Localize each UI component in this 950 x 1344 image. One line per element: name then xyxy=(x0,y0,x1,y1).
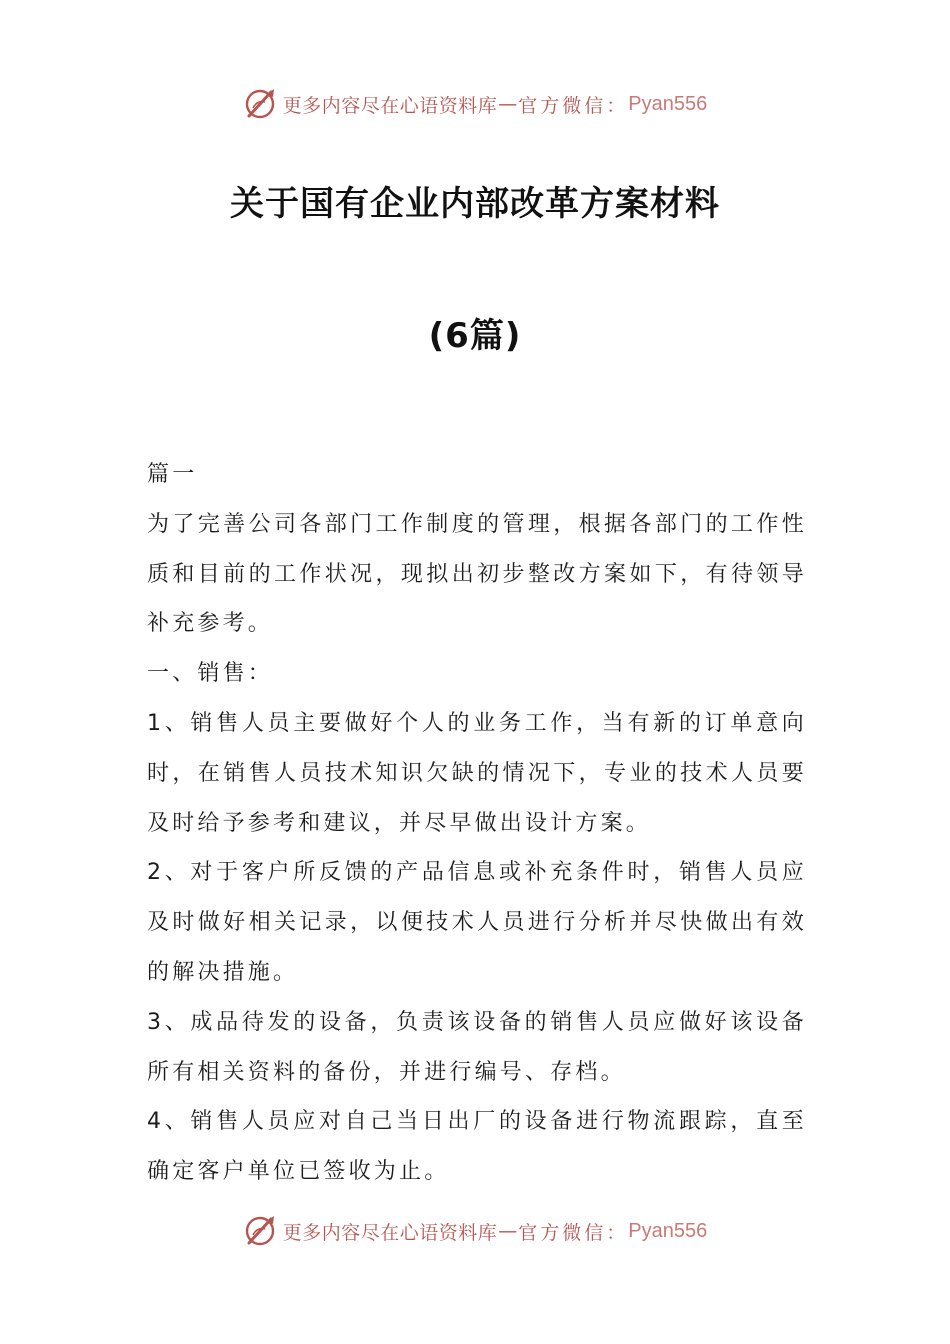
banner-text: 更多内容尽在心语资料库 xyxy=(282,1221,498,1244)
subsection-heading: 一、销售： xyxy=(147,661,274,687)
banner-wechat-label: 官方微信： xyxy=(518,1221,629,1244)
footer-watermark-banner xyxy=(0,1211,950,1251)
document-title: 关于国有企业内部改革方案材料 xyxy=(230,184,720,224)
header-watermark-banner xyxy=(0,84,950,124)
banner-text: 更多内容尽在心语资料库 xyxy=(282,94,498,117)
intro-paragraph: 为了完善公司各部门工作制度的管理，根据各部门的工作性质和目前的工作状况，现拟出初步整改方案如下，有待领导补充参考。 xyxy=(147,511,807,637)
section-heading: 篇一 xyxy=(147,462,198,487)
pen-logo-icon xyxy=(243,1213,279,1249)
banner-dash: — xyxy=(498,1220,518,1242)
list-item: 2、对于客户所反馈的产品信息或补充条件时，销售人员应及时做好相关记录，以便技术人员进行分析并尽快做出有效的解决措施。 xyxy=(147,860,807,985)
pen-logo-icon xyxy=(243,86,279,122)
banner-wechat-label: 官方微信： xyxy=(518,94,629,117)
banner-dash: — xyxy=(498,93,518,115)
document-body xyxy=(147,450,807,1197)
list-item: 3、成品待发的设备，负责该设备的销售人员应做好该设备所有相关资料的备份，并进行编号、存档。 xyxy=(147,1009,807,1085)
banner-wechat-id: Pyan556 xyxy=(628,1219,708,1242)
list-item: 1、销售人员主要做好个人的业务工作，当有新的订单意向时，在销售人员技术知识欠缺的情况下，专业的技术人员要及时给予参考和建议，并尽早做出设计方案。 xyxy=(147,710,807,836)
document-subtitle: (6篇) xyxy=(428,316,522,356)
list-item: 4、销售人员应对自己当日出厂的设备进行物流跟踪，直至确定客户单位已签收为止。 xyxy=(147,1109,807,1185)
banner-wechat-id: Pyan556 xyxy=(628,92,708,115)
